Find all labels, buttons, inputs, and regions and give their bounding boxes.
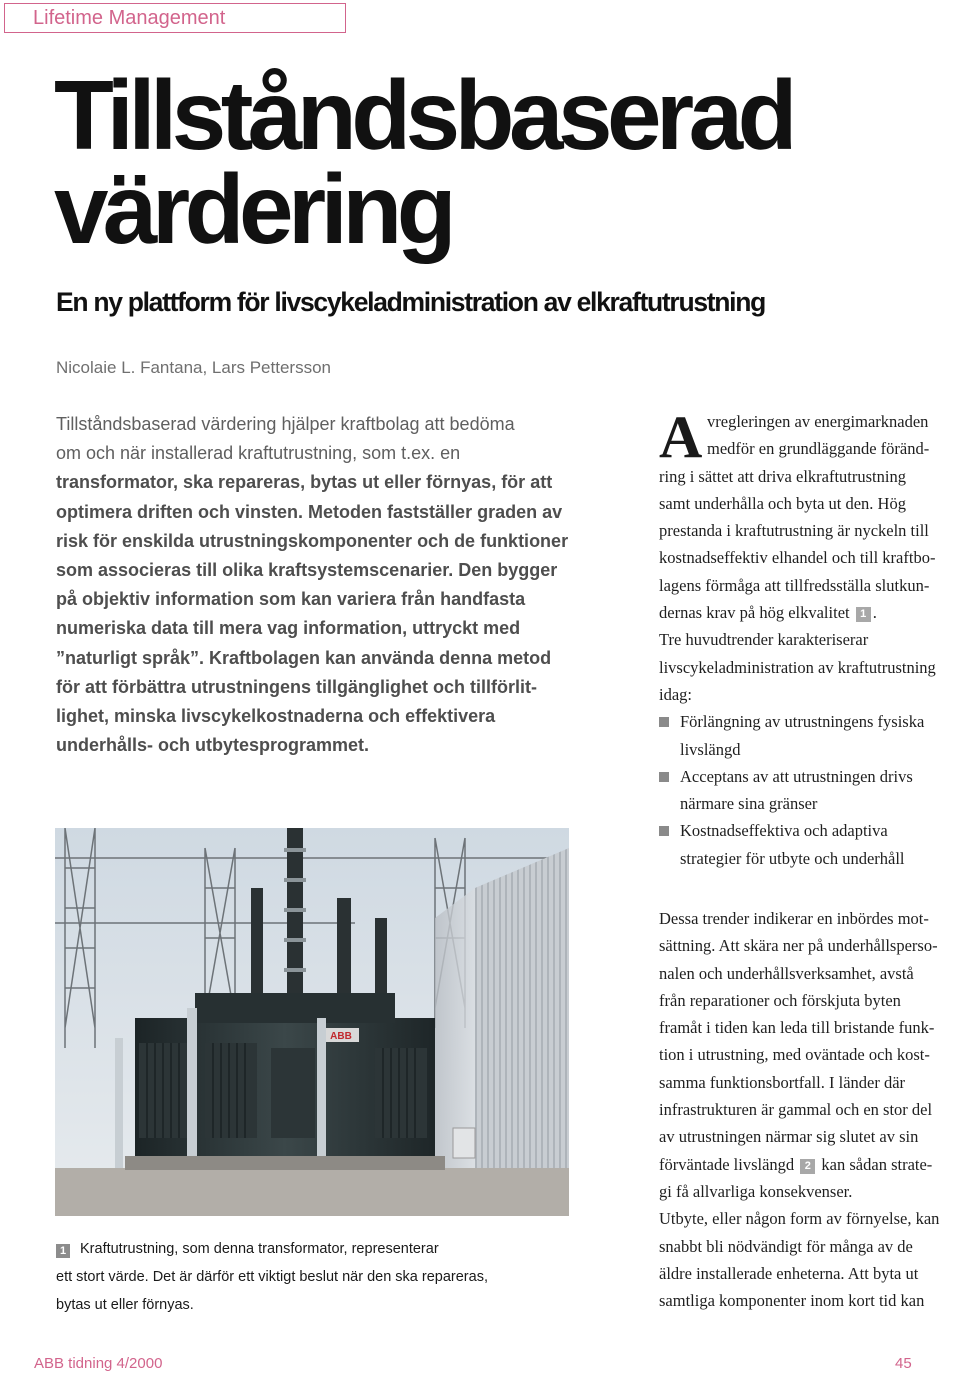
body-line: tion i utrustning, med oväntade och kost-	[659, 1045, 930, 1065]
authors: Nicolaie L. Fantana, Lars Pettersson	[56, 358, 331, 377]
body-line: från reparationer och förskjuta byten	[659, 990, 901, 1010]
bullet-text: Kostnadseffektiva och adaptiva	[680, 821, 888, 841]
transformer-photo-illustration	[55, 828, 569, 1216]
article-title	[54, 60, 954, 264]
lead-line: risk för enskilda utrustningskomponenter och de funktioner	[56, 530, 569, 551]
lead-line: för att förbättra utrustningens tillgänglighet och tillförlit-	[56, 676, 537, 697]
bullet-square-icon	[659, 772, 669, 782]
body-line: kostnadseffektiv elhandel och till kraftbo-	[659, 548, 936, 568]
body-text: förväntade livslängd	[659, 1154, 799, 1174]
body-line: nalen och underhållsverksamhet, avstå	[659, 963, 914, 983]
body-line: Utbyte, eller någon form av förnyelse, kan	[659, 1209, 940, 1229]
body-line: idag:	[659, 684, 692, 704]
footer-page-number: 45	[895, 1355, 912, 1372]
body-line: samma funktionsbortfall. I länder där	[659, 1072, 906, 1092]
body-line: Tre huvudtrender karakteriserar	[659, 630, 869, 650]
section-tag: Lifetime Management	[4, 3, 346, 33]
caption-line-1	[56, 1235, 576, 1263]
body-line: samt underhålla och byta ut den. Hög	[659, 493, 906, 513]
lead-line: numeriska data till mera vag information, uttryckt med	[56, 618, 521, 639]
body-line-with-reference	[659, 1151, 959, 1178]
body-line: sättning. Att skära ner på underhållsperso-	[659, 936, 938, 956]
bullet-item	[659, 763, 959, 818]
figure-reference-1: 1	[856, 607, 871, 622]
figure-reference-2: 2	[800, 1159, 815, 1174]
body-text: .	[872, 603, 877, 623]
lead-line: på objektiv information som kan variera från handfasta	[56, 589, 526, 610]
lead-line: transformator, ska repareras, bytas ut eller förnyas, för att	[56, 472, 553, 493]
body-line: ring i sättet att driva elkraftutrustning	[659, 466, 906, 486]
body-line: samtliga komponenter inom kort tid kan	[659, 1291, 925, 1311]
body-line: vregleringen av energimarknaden	[707, 412, 929, 431]
body-text: kan sådan strate-	[817, 1154, 933, 1174]
bullet-text: Acceptans av att utrustningen drivs	[680, 766, 913, 786]
title-line-2: värdering	[54, 154, 452, 264]
lead-line: ”naturligt språk”. Kraftbolagen kan använda denna metod	[56, 647, 552, 668]
body-text: dernas krav på hög elkvalitet	[659, 603, 854, 623]
transformer-photo	[55, 828, 569, 1216]
lead-line: om och när installerad kraftutrustning, som t.ex. en	[56, 443, 461, 464]
bullet-square-icon	[659, 717, 669, 727]
body-line: infrastrukturen är gammal och en stor del	[659, 1100, 933, 1120]
body-line: medför en grundläggande föränd-	[707, 439, 930, 459]
footer-publication: ABB tidning 4/2000	[34, 1355, 163, 1372]
body-line-with-reference	[659, 599, 959, 626]
bullet-text: Förlängning av utrustningens fysiska	[680, 712, 925, 732]
body-line: gi få allvarliga konsekvenser.	[659, 1181, 853, 1201]
bullet-text: livslängd	[680, 739, 741, 759]
caption-line-2: ett stort värde. Det är därför ett viktigt beslut när den ska repareras,	[56, 1269, 488, 1285]
body-line: äldre installerade enheterna. Att byta ut	[659, 1263, 919, 1283]
bullet-item	[659, 817, 959, 872]
lead-line: lighet, minska livscykelkostnaderna och effektivera	[56, 706, 496, 727]
lead-line: optimera driften och vinsten. Metoden fastställer graden av	[56, 501, 563, 522]
body-line: livscykeladministration av kraftutrustning	[659, 657, 936, 677]
figure-caption	[56, 1235, 576, 1319]
bullet-text: strategier för utbyte och underhåll	[680, 848, 905, 868]
body-line: prestanda i kraftutrustning är nyckeln till	[659, 521, 929, 541]
body-line: Dessa trender indikerar en inbördes mot-	[659, 909, 929, 928]
bullet-square-icon	[659, 826, 669, 836]
lead-line: som associeras till olika kraftsystemscenarier. Den bygger	[56, 560, 558, 581]
body-column-bottom	[659, 905, 959, 1314]
body-line: framåt i tiden kan leda till bristande funk-	[659, 1018, 935, 1038]
lead-line: underhålls- och utbytesprogrammet.	[56, 735, 370, 756]
lead-line: Tillståndsbaserad värdering hjälper kraftbolag att bedöma	[56, 414, 515, 434]
caption-text-1: Kraftutrustning, som denna transformator, representerar	[80, 1241, 439, 1257]
body-column-top	[659, 404, 959, 872]
bullet-item	[659, 708, 959, 763]
figure-number: 1	[56, 1244, 70, 1258]
title-line-1: Tillståndsbaserad	[54, 60, 793, 170]
body-line: lagens förmåga att tillfredsställa slutkun-	[659, 575, 930, 595]
bullet-text: närmare sina gränser	[680, 794, 818, 814]
caption-line-3: bytas ut eller förnyas.	[56, 1297, 194, 1313]
lead-paragraph	[56, 410, 616, 760]
body-line: av utrustningen närmar sig slutet av sin	[659, 1127, 919, 1147]
article-subtitle: En ny plattform för livscykeladministration av elkraftutrustning	[56, 287, 766, 317]
body-line: snabbt bli nödvändigt för många av de	[659, 1236, 913, 1256]
drop-cap: A	[659, 404, 703, 470]
abb-sign: ABB	[330, 1031, 352, 1042]
